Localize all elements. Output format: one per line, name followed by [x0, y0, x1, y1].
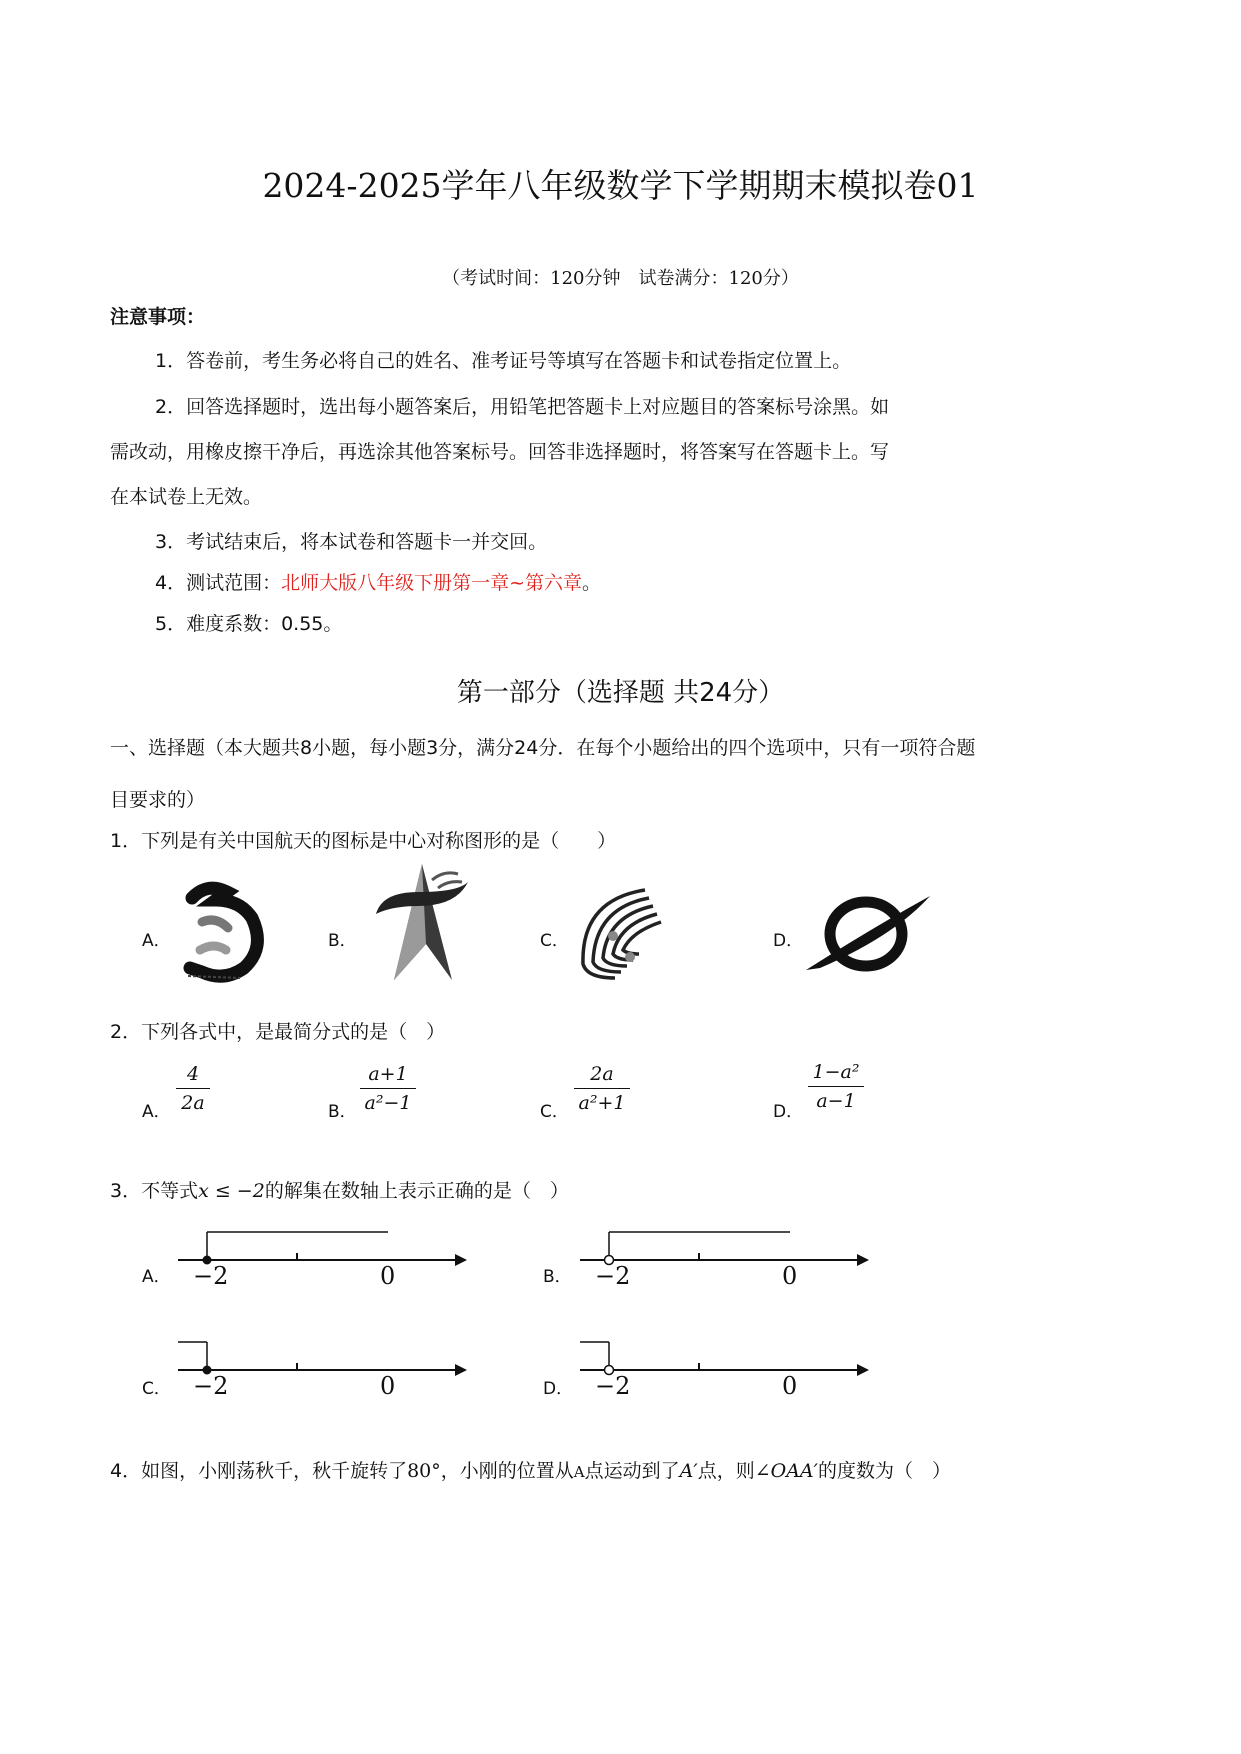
- q2-option-a-numerator: 4: [186, 1063, 200, 1085]
- q2-option-b-label: B．: [328, 1102, 357, 1122]
- space-logo-d-icon: [802, 888, 934, 978]
- q2-option-c-denominator: a²+1: [578, 1092, 626, 1114]
- q1-option-c-label: C．: [540, 931, 569, 951]
- q3-a-tick-0: 0: [380, 1262, 396, 1290]
- note-item-2-line-2: 需改动，用橡皮擦干净后，再选涂其他答案标号。回答非选择题时，将答案写在答题卡上。写: [110, 441, 890, 463]
- fraction-bar: [574, 1088, 630, 1089]
- q3-c-tick-0: 0: [380, 1372, 396, 1400]
- fraction-bar: [360, 1088, 416, 1089]
- note-item-1: 1．答卷前，考生务必将自己的姓名、准考证号等填写在答题卡和试卷指定位置上。: [155, 350, 852, 372]
- question-4-stem: [110, 1456, 951, 1483]
- q4-point-a-prime: A′: [679, 1460, 698, 1482]
- q4-angle-value: 80°: [407, 1460, 441, 1482]
- q2-option-c-numerator: 2a: [590, 1063, 614, 1085]
- note-item-5: 5．难度系数：0.55。: [155, 613, 343, 635]
- q3-b-tick-minus-2: −2: [595, 1262, 631, 1290]
- q3-option-d-label: D．: [543, 1379, 574, 1399]
- q2-option-d-label: D．: [773, 1102, 804, 1122]
- note-item-3: 3．考试结束后，将本试卷和答题卡一并交回。: [155, 531, 548, 553]
- question-3-stem: [110, 1176, 569, 1203]
- q1-option-d-label: D．: [773, 931, 804, 951]
- q3-d-tick-minus-2: −2: [595, 1372, 631, 1400]
- q3-b-tick-0: 0: [782, 1262, 798, 1290]
- note-item-4-suffix: 。: [582, 572, 602, 594]
- q2-option-c-fraction: [574, 1062, 630, 1115]
- space-logo-b-icon: [372, 862, 472, 982]
- q2-option-b-numerator: a+1: [368, 1063, 408, 1085]
- q3-stem-suffix: 的解集在数轴上表示正确的是（ ）: [264, 1180, 569, 1202]
- q3-option-a-label: A．: [142, 1267, 171, 1287]
- q2-option-d-numerator: 1−a²: [812, 1061, 860, 1083]
- note-item-4-prefix: 4．测试范围：: [155, 572, 282, 594]
- fraction-bar: [808, 1086, 864, 1087]
- q2-option-a-label: A．: [142, 1102, 171, 1122]
- exam-info: （考试时间：120分钟 试卷满分：120分）: [442, 268, 799, 289]
- question-1-stem: 1．下列是有关中国航天的图标是中心对称图形的是（ ）: [110, 830, 617, 852]
- q4-point-a: A: [573, 1463, 585, 1481]
- q4-stem-mid-2: 点运动到了: [584, 1460, 680, 1482]
- section-title: 第一部分（选择题 共24分）: [456, 678, 785, 708]
- q1-option-b-label: B．: [328, 931, 357, 951]
- q4-stem-mid-3: 点，则: [697, 1460, 755, 1482]
- space-logo-c-icon: [575, 886, 670, 981]
- q4-stem-mid-1: ，小刚的位置从: [440, 1460, 574, 1482]
- q3-c-tick-minus-2: −2: [193, 1372, 229, 1400]
- note-item-2-line-3: 在本试卷上无效。: [110, 486, 263, 508]
- section-instructions-line-2: 目要求的）: [110, 789, 206, 811]
- q2-option-b-fraction: [360, 1062, 416, 1115]
- q2-option-c-label: C．: [540, 1102, 569, 1122]
- q2-option-b-denominator: a²−1: [364, 1092, 412, 1114]
- q4-stem-prefix: 4．如图，小刚荡秋千，秋千旋转了: [110, 1460, 408, 1482]
- page-title: 2024-2025学年八年级数学下学期期末模拟卷01: [262, 166, 979, 205]
- notes-heading: 注意事项：: [110, 306, 206, 328]
- section-instructions-line-1: 一、选择题（本大题共8小题，每小题3分，满分24分．在每个小题给出的四个选项中，只有一项符合题: [110, 737, 976, 759]
- q3-stem-prefix: 3．不等式: [110, 1180, 199, 1202]
- q3-a-tick-minus-2: −2: [193, 1262, 229, 1290]
- q2-option-d-fraction: [808, 1060, 864, 1113]
- note-item-2-line-1: 2．回答选择题时，选出每小题答案后，用铅笔把答题卡上对应题目的答案标号涂黑。如: [155, 396, 890, 418]
- q1-option-a-label: A．: [142, 931, 171, 951]
- test-range: 北师大版八年级下册第一章~第六章: [281, 572, 583, 594]
- fraction-bar: [176, 1088, 210, 1089]
- q2-option-a-denominator: 2a: [181, 1092, 205, 1114]
- q4-angle-expression: ∠OAA′: [754, 1460, 818, 1482]
- q2-option-a-fraction: [176, 1062, 210, 1115]
- q3-inequality: x ≤ −2: [198, 1180, 265, 1202]
- q4-stem-suffix: 的度数为（ ）: [817, 1460, 951, 1482]
- q3-option-b-label: B．: [543, 1267, 572, 1287]
- q3-option-c-label: C．: [142, 1379, 171, 1399]
- q2-option-d-denominator: a−1: [816, 1090, 856, 1112]
- question-2-stem: 2．下列各式中，是最简分式的是（ ）: [110, 1021, 446, 1043]
- note-item-4: [155, 568, 601, 595]
- q3-d-tick-0: 0: [782, 1372, 798, 1400]
- space-logo-a-icon: [182, 878, 267, 983]
